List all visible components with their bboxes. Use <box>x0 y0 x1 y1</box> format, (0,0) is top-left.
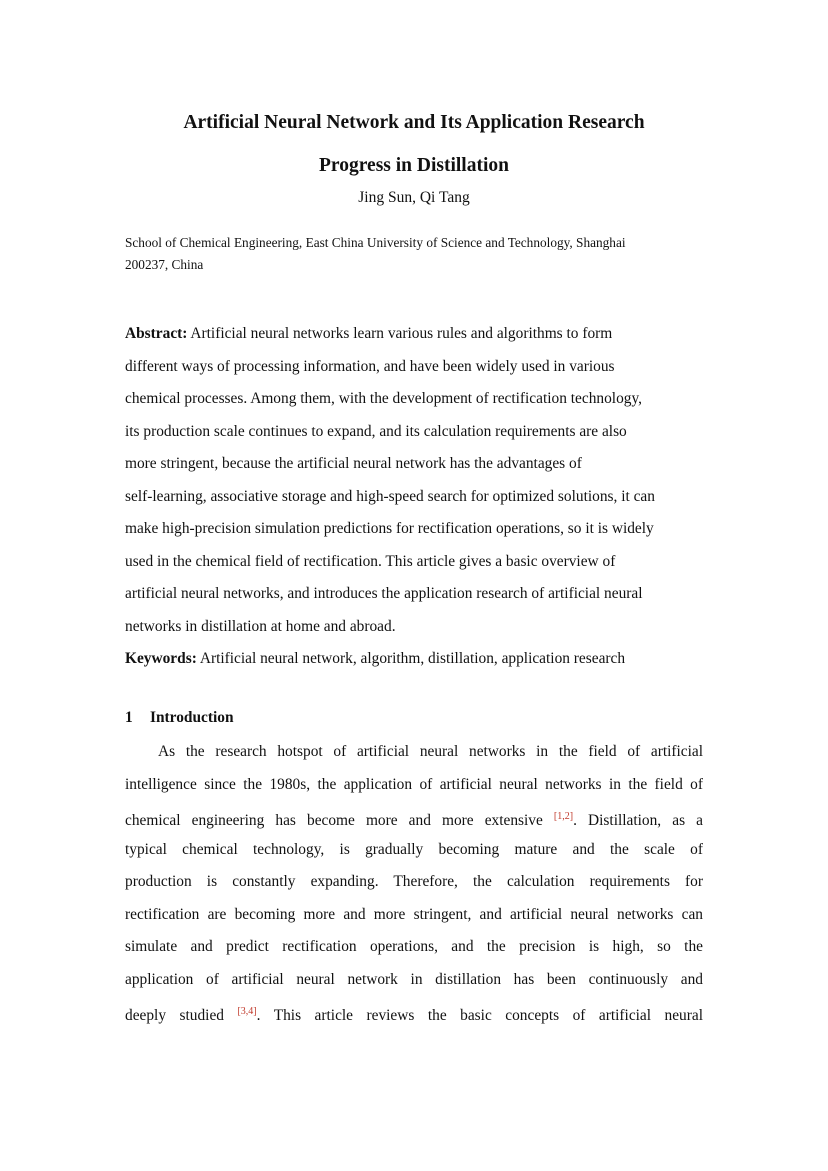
intro-text: . Distillation, as a <box>573 812 703 829</box>
intro-line: rectification are becoming more and more stringent, and artificial neural networks can <box>125 906 703 923</box>
intro-line: production is constantly expanding. Therefore, the calculation requirements for <box>125 873 703 890</box>
intro-text: deeply studied <box>125 1007 238 1024</box>
abstract-line: more stringent, because the artificial neural network has the advantages of <box>125 455 582 472</box>
paper-authors: Jing Sun, Qi Tang <box>358 189 470 206</box>
intro-line: intelligence since the 1980s, the application of artificial neural networks in the field of <box>125 776 703 793</box>
abstract-line: networks in distillation at home and abroad. <box>125 618 396 635</box>
abstract-line: different ways of processing information, and have been widely used in various <box>125 358 615 375</box>
intro-line: As the research hotspot of artificial neural networks in the field of artificial <box>158 743 703 760</box>
intro-line <box>125 806 703 832</box>
citation-link[interactable]: [1,2] <box>553 811 574 822</box>
citation-link[interactable]: [3,4] <box>237 1006 257 1017</box>
affiliation-line-2: 200237, China <box>125 257 204 272</box>
section-heading-introduction <box>125 707 234 729</box>
abstract-label: Abstract: <box>125 325 188 342</box>
abstract-line: self-learning, associative storage and high-speed search for optimized solutions, it can <box>125 488 655 505</box>
abstract-line: make high-precision simulation predictions for rectification operations, so it is widely <box>125 520 654 537</box>
keywords-line <box>125 648 703 670</box>
abstract-text: Artificial neural networks learn various rules and algorithms to form <box>187 325 613 342</box>
intro-line: typical chemical technology, is gradually becoming mature and the scale of <box>125 841 703 858</box>
affiliation-line-1: School of Chemical Engineering, East China University of Science and Technology, Shanghai <box>125 235 626 250</box>
intro-line: simulate and predict rectification operations, and the precision is high, so the <box>125 938 703 955</box>
section-number: 1 <box>125 709 133 726</box>
abstract-line: used in the chemical field of rectification. This article gives a basic overview of <box>125 553 616 570</box>
section-title: Introduction <box>150 709 234 726</box>
keywords-text: Artificial neural network, algorithm, distillation, application research <box>196 650 626 667</box>
keywords-label: Keywords: <box>125 650 197 667</box>
abstract-line: artificial neural networks, and introduces the application research of artificial neural <box>125 585 643 602</box>
paper-title-line-1: Artificial Neural Network and Its Application Research <box>183 112 645 133</box>
intro-text: chemical engineering has become more and more extensive <box>125 812 554 829</box>
intro-line <box>125 1001 703 1027</box>
abstract-line <box>125 323 703 345</box>
paper-title-line-2: Progress in Distillation <box>319 155 509 176</box>
abstract-line: chemical processes. Among them, with the development of rectification technology, <box>125 390 642 407</box>
intro-text: . This article reviews the basic concepts of artificial neural <box>256 1007 703 1024</box>
abstract-line: its production scale continues to expand, and its calculation requirements are also <box>125 423 627 440</box>
intro-line: application of artificial neural network in distillation has been continuously and <box>125 971 703 988</box>
